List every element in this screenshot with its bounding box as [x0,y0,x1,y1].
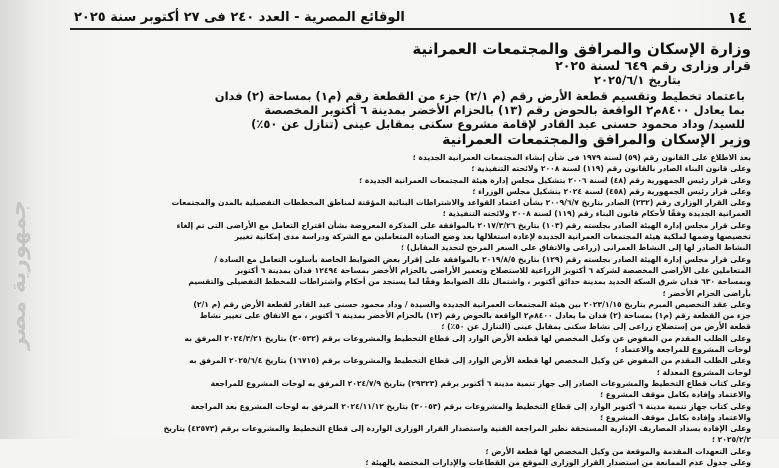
subject-line: بما يعادل ٨٤٠٠م٢ الواقعة بالحوض رقم (١٣) بالحزام الأخضر بمدينة ٦ أكتوبر المخصصة [264,103,745,117]
body-line: النشاط الصادر لها إلى النشاط العمرانى (زراعى والاتفاق على السعر المرجح لتحديد المقابل) ؛ [400,243,751,253]
body-line: وعلى قرار مجلس إدارة الهيئة الصادر بجلسته رقم (١٢٩) بتاريخ ٢٠١٩/٨/٥ بالموافقة على إقرار بعض الضوابط الخاصة بأسلوب التعامل مع السادة / [214,254,751,264]
body-line: والاعتماد وإفادة بكامل موقف المشروع ؛ [600,412,751,422]
decree-heading [70,40,751,87]
body-line: العمرانية الجديدة وفقًا لأحكام قانون البناء رقم (١١٩) لسنة ٢٠٠٨ ولائحته التنفيذية ؛ [442,209,751,219]
body-line: ٢٠٢٥/٢/٢ ؛ [711,435,751,445]
decree-number: قرار وزارى رقم ٦٤٩ لسنة ٢٠٢٥ [555,58,751,73]
body-line: لوحات المشروع للمراجعة والاعتماد ؛ [615,345,751,355]
subject-line: للسيد/ وداد محمود حسنى عبد القادر لإقامة مشروع سكنى بمقابل عينى (تنازل عن ٥٠٪) [251,117,745,131]
decree-date: بتاريخ ٢٠٢٥/٦/١ [593,73,681,87]
page-number: ١٤ [727,7,747,27]
body-line: وعلى جدول عدم الممانعة من استصدار القرار الوزارى الموقع من القطاعات والإدارات المختصة بالهيئة ؛ [365,458,751,468]
body-line: والاعتماد وإفادة بكامل موقف المشروع ؛ [600,390,751,400]
body-line: تخصيصها وضمها لملكية هيئة المجتمعات العمرانية الجديدة لإعادة استغلالها بعد وضع السادة المتعاملين مع الشركة ودراسة مدى إمكانية تغيير [234,232,751,242]
body-line: بعد الاطلاع على القانون رقم (٥٩) لسنة ١٩٧٩ فى شأن إنشاء المجتمعات العمرانية الجديدة ؛ [412,153,751,162]
body-line: وعلى قانون البناء الصادر بالقانون رقم (١١٩) لسنة ٢٠٠٨ ولائحته التنفيذية ؛ [471,164,751,174]
body-line: المتعاملين على الأراضى المخصصة لشركة ٦ أكتوبر الزراعية للاستصلاح وتعمير الأراضى بالحزام الأخضر بمساحة ١٢٤٩٤ فدان بمدينة ٦ أكتوبر [235,265,751,275]
body-line: وعلى عقد التخصيص المبرم بتاريخ ٢٠٢٣/١/١٥ بين هيئة المجتمعات العمرانية الجديدة والسيدة / وداد محمود حسنى عبد القادر لقطعة الأرض رقم (م ٢/١) [193,299,751,309]
body-line: لوحات المشروع المعدلة ؛ [656,367,751,377]
watermark: جمهورية مصر [6,200,31,350]
body-line: جزء من القطعة رقم (م١) بمساحة (٢) فدان ما يعادل ٨٤٠٠م٢ الواقعة بالحوض رقم (١٣) بالحزام الأخضر بمدينة ٦ أكتوبر ، مع الاتفاق على تغيير نشاط [199,311,751,321]
body-line: وعلى التعهدات المقدمة والموقعة من وكيل المخصص لها قطعة الأرض ؛ [485,446,751,456]
subject-line: باعتماد تخطيط وتقسيم قطعة الأرض رقم (م ٢/١) جزء من القطعة رقم (م١) بمساحة (٢) فدان [214,89,745,103]
body-line: وعلى قرار رئيس الجمهورية رقم (٤٨) لسنة ٢٠٠٦ بتشكيل مجلس إدارة هيئة المجتمعات العمرانية الجديدة ؛ [359,175,751,185]
ministry-title: وزارة الإسكان والمرافق والمجتمعات العمرانية [412,40,751,58]
gazette-issue-line: الوقائع المصرية - العدد ٢٤٠ فى ٢٧ أكتوبر سنة ٢٠٢٥ [74,9,405,25]
body-line: وبمساحة ٦٣٠ فدان شرق السكة الحديد بمدينة حدائق أكتوبر ، واشتمال تلك الضوابط وفقًا لما يستجد من أحكام واشتراطات للمخطط التفصيلى والتقسيم [188,277,751,287]
body-line: قطعة الأرض من إستصلاح زراعى إلى نشاط سكنى بمقابل عينى (التنازل عن ٥٠٪) ؛ [441,322,751,332]
decree-body [70,152,751,468]
body-line: وعلى الطلب المقدم من المفوض عن وكيل المخصص لها قطعة الأرض الوارد إلى قطاع التخطيط والمشروعات برقم (٢٠٥٣٢) بتاريخ ٢٠٢٤/٣/٢١ المرفق به [184,333,751,343]
running-header [70,6,751,30]
body-line: وعلى قرار مجلس إدارة الهيئة الصادر بجلسته رقم (١٠٣) بتاريخ ٢٠١٧/٣/٢٦ بالموافقة على المذكرة المعروضة بشأن اقتراح التعامل مع الأراضى التى تم إلغاء [176,220,751,230]
body-line: بأراضى الحزام الأخضر ؛ [662,288,751,298]
body-line: وعلى الإفادة بسداد المصاريف الإدارية المستحقة نظير المراجعة الفنية واستصدار القرار الوزارى الواردة إلى قطاع التخطيط والمشروعات برقم (٤٢٥٧٣) بتاريخ [163,424,751,434]
body-line: وعلى كتاب قطاع التخطيط والمشروعات الصادر إلى جهاز تنمية مدينة ٦ أكتوبر برقم (٢٩٣٢٣) بتاريخ ٢٠٢٤/٧/٩ المرفق به لوحات المشروع للمراجعة [210,378,751,388]
body-line: وعلى قرار رئيس الجمهورية رقم (٤٥٨) لسنة ٢٠٢٤ بتشكيل مجلس الوزراء ؛ [472,186,751,196]
body-line: وعلى كتاب جهاز تنمية مدينة ٦ أكتوبر الوارد إلى قطاع التخطيط والمشروعات برقم (٣٠٠٥٣) بتاريخ ٢٠٢٤/١١/١٢ المرفق به لوحات المشروع بعد المراجعة [190,401,751,411]
body-line: وعلى القرار الوزارى رقم (٢٣٢) الصادر بتاريخ ٢٠٠٩/٦/٧ بشأن اعتماد القواعد والاشتراطات البنائية المؤقتة لمناطق المخططات التفصيلية بالمدن والمجتمعات [171,198,751,208]
minister-title: وزير الإسكان والمرافق والمجتمعات العمرانية [442,132,751,148]
decree-subject [70,89,751,131]
body-line: وعلى الطلب المقدم من المفوض عن وكيل المخصص لها قطعة الأرض الوارد إلى قطاع التخطيط والمشروعات برقم (١٦٧١٥) بتاريخ ٢٠٢٥/٦/٤ المرفق به [189,356,751,366]
